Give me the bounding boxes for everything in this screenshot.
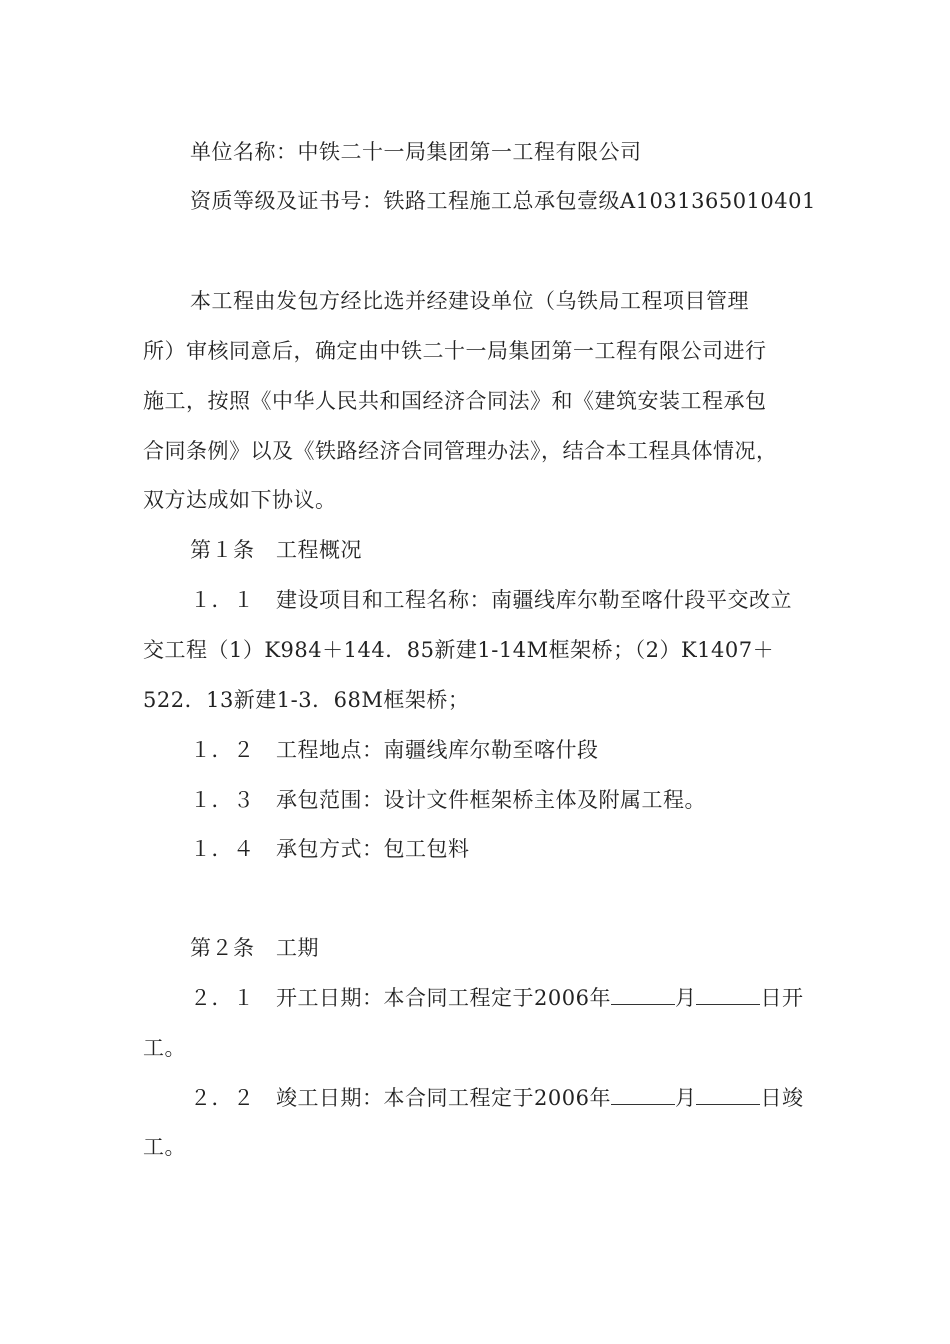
- item-1-1-line-2: 交工程（1）K984＋144．85新建1-14M框架桥；（2）K1407＋: [143, 638, 775, 662]
- item-2-2-prefix: ２．２ 竣工日期：本合同工程定于2006年: [190, 1086, 611, 1110]
- item-2-2-suffix: 日竣: [760, 1086, 804, 1110]
- start-day-blank: [696, 984, 760, 1005]
- completion-day-blank: [696, 1084, 760, 1105]
- intro-line-1: 本工程由发包方经比选并经建设单位（乌铁局工程项目管理: [190, 289, 749, 313]
- qualification-cert-line: 资质等级及证书号：铁路工程施工总承包壹级A1031365010401: [190, 189, 816, 213]
- item-1-4: １．４ 承包方式：包工包料: [190, 837, 470, 861]
- item-2-1-month: 月: [674, 986, 697, 1010]
- completion-month-blank: [611, 1084, 675, 1105]
- item-2-1-line-2: 工。: [143, 1036, 186, 1060]
- intro-line-5: 双方达成如下协议。: [143, 488, 337, 512]
- item-2-1-suffix: 日开: [760, 986, 804, 1010]
- item-1-2: １．２ 工程地点：南疆线库尔勒至喀什段: [190, 738, 599, 762]
- item-2-1-line-1: [190, 983, 803, 1013]
- article-2-heading: 第２条 工期: [190, 936, 319, 960]
- item-2-2-line-2: 工。: [143, 1135, 186, 1159]
- article-1-heading: 第１条 工程概况: [190, 538, 362, 562]
- unit-name-line: 单位名称：中铁二十一局集团第一工程有限公司: [190, 140, 642, 164]
- intro-line-4: 合同条例》以及《铁路经济合同管理办法》，结合本工程具体情况，: [143, 439, 778, 463]
- intro-line-3: 施工，按照《中华人民共和国经济合同法》和《建筑安装工程承包: [143, 389, 767, 413]
- item-2-2-line-1: [190, 1083, 803, 1113]
- item-2-2-month: 月: [674, 1086, 697, 1110]
- item-1-3: １．３ 承包范围：设计文件框架桥主体及附属工程。: [190, 788, 706, 812]
- item-2-1-prefix: ２．１ 开工日期：本合同工程定于2006年: [190, 986, 611, 1010]
- item-1-1-line-1: １．１ 建设项目和工程名称：南疆线库尔勒至喀什段平交改立: [190, 588, 792, 612]
- item-1-1-line-3: 522．13新建1-3．68M框架桥；: [143, 688, 470, 712]
- start-month-blank: [611, 984, 675, 1005]
- intro-line-2: 所）审核同意后，确定由中铁二十一局集团第一工程有限公司进行: [143, 339, 767, 363]
